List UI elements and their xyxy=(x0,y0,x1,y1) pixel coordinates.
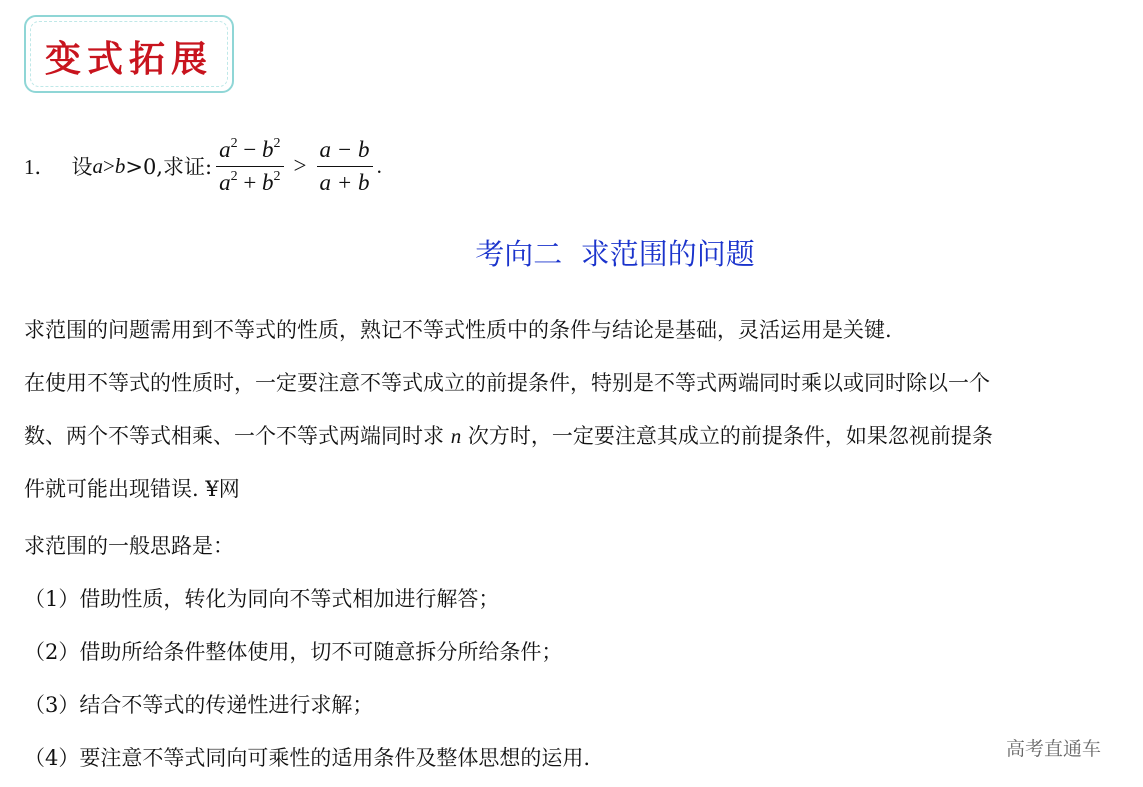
fraction-right-denominator: a + b xyxy=(319,169,370,195)
problem-number: 1． xyxy=(24,155,56,179)
watermark: 高考直通车 xyxy=(1006,738,1102,760)
section-heading: 考向二 求范围的问题 xyxy=(475,237,755,271)
section-badge xyxy=(24,15,234,93)
problem-condition: >0,求证: xyxy=(125,155,213,179)
list-item-1: （1）借助性质，转化为同向不等式相加进行解答； xyxy=(24,587,500,611)
fraction-left-numerator: $a^2 - b^2$ xyxy=(219,135,281,162)
fraction-left-denominator: $a^2 + b^2$ xyxy=(219,168,281,195)
paragraph-caution-line-3: 件就可能出现错误. ¥网 xyxy=(24,477,240,501)
relation-sign: > xyxy=(293,153,307,178)
paragraph-approach-title: 求范围的一般思路是： xyxy=(24,534,234,558)
fraction-left xyxy=(216,134,283,199)
var-b: b xyxy=(114,153,126,178)
var-n: n xyxy=(450,424,462,448)
gt-sign-1: > xyxy=(103,153,115,178)
var-a: a xyxy=(92,153,103,178)
list-item-2: （2）借助所给条件整体使用，切不可随意拆分所给条件； xyxy=(24,640,563,664)
fraction-right-numerator: a − b xyxy=(319,136,370,162)
paragraph-caution-line-2: 数、两个不等式相乘、一个不等式两端同时求 n 次方时，一定要注意其成立的前提条件，如果忽视前提条 xyxy=(24,424,993,448)
list-item-4: （4）要注意不等式同向可乘性的适用条件及整体思想的运用. xyxy=(24,746,591,770)
problem-1 xyxy=(24,128,382,204)
list-item-3: （3）结合不等式的传递性进行求解； xyxy=(24,693,374,717)
badge-title: 变式拓展 xyxy=(44,38,213,80)
problem-lead: 设 xyxy=(71,155,93,179)
fraction-right xyxy=(317,134,373,199)
paragraph-caution-line-1: 在使用不等式的性质时，一定要注意不等式成立的前提条件，特别是不等式两端同时乘以或同时除以一个 xyxy=(24,371,990,395)
problem-end: . xyxy=(376,153,382,178)
paragraph-intro: 求范围的问题需用到不等式的性质，熟记不等式性质中的条件与结论是基础，灵活运用是关键. xyxy=(24,318,892,342)
